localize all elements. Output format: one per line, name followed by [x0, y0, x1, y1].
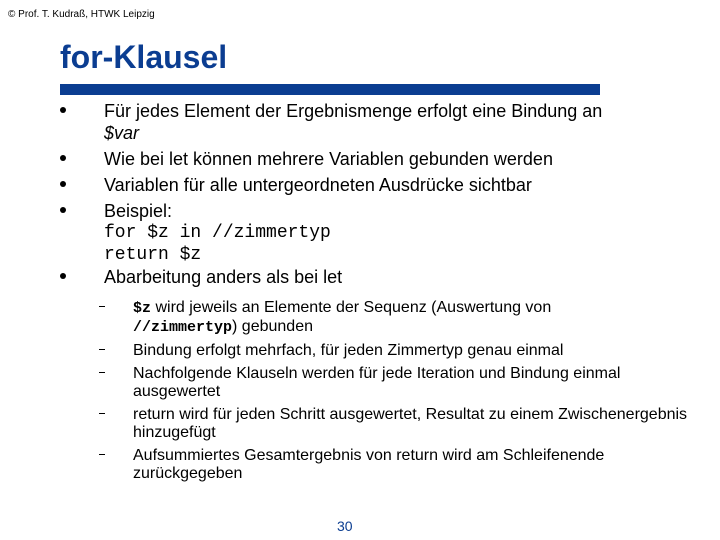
dash-icon	[99, 372, 105, 373]
bullet-dot-icon	[60, 207, 66, 213]
code-inline: $z	[133, 300, 152, 317]
bullet-dot-icon	[60, 273, 66, 279]
code-line: return $z	[104, 245, 202, 265]
bullet-text: Wie bei let können mehrere Variablen gebunden werden	[104, 149, 553, 169]
bullet-item	[52, 174, 692, 196]
code-inline: //zimmertyp	[133, 319, 233, 336]
page-number: 30	[337, 518, 353, 534]
sub-bullet-text: ) gebunden	[232, 318, 313, 335]
code-line: for $z in //zimmertyp	[104, 223, 331, 243]
sub-bullet-text: Aufsummiertes Gesamtergebnis von return wird am Schleifenende zurückgegeben	[133, 447, 605, 482]
copyright-notice: © Prof. T. Kudraß, HTWK Leipzig	[8, 9, 155, 20]
title-underline-bar	[60, 84, 600, 95]
slide-title: for-Klausel	[60, 39, 228, 75]
sub-bullet-text: Nachfolgende Klauseln werden für jede Iteration und Bindung einmal ausgewertet	[133, 365, 621, 400]
bullet-item	[52, 200, 692, 222]
sub-bullet-list	[96, 299, 696, 488]
dash-icon	[99, 349, 105, 350]
sub-bullet-item	[96, 365, 696, 401]
dash-icon	[99, 306, 105, 307]
sub-bullet-item	[96, 299, 696, 337]
bullet-text: Für jedes Element der Ergebnismenge erfolgt eine Bindung an	[104, 101, 603, 121]
bullet-dot-icon	[60, 155, 66, 161]
bullet-item	[52, 148, 692, 170]
bullet-item	[52, 266, 692, 288]
sub-bullet-text: Bindung erfolgt mehrfach, für jeden Zimmertyp genau einmal	[133, 342, 564, 359]
bullet-dot-icon	[60, 181, 66, 187]
bullet-text-var: $var	[104, 123, 140, 143]
dash-icon	[99, 413, 105, 414]
sub-bullet-item	[96, 447, 696, 483]
bullet-text: Abarbeitung anders als bei let	[104, 267, 343, 287]
bullet-text: Beispiel:	[104, 201, 173, 221]
bullet-dot-icon	[60, 107, 66, 113]
sub-bullet-text: return wird für jeden Schritt ausgewertet, Resultat zu einem Zwischenergebnis hinzugefügt	[133, 406, 688, 441]
sub-bullet-text: wird jeweils an Elemente der Sequenz (Auswertung von	[151, 299, 552, 316]
bullet-list	[52, 100, 692, 288]
dash-icon	[99, 454, 105, 455]
sub-bullet-item	[96, 342, 696, 360]
bullet-text: Variablen für alle untergeordneten Ausdrücke sichtbar	[104, 175, 532, 195]
sub-bullet-item	[96, 406, 696, 442]
bullet-item	[52, 100, 692, 144]
